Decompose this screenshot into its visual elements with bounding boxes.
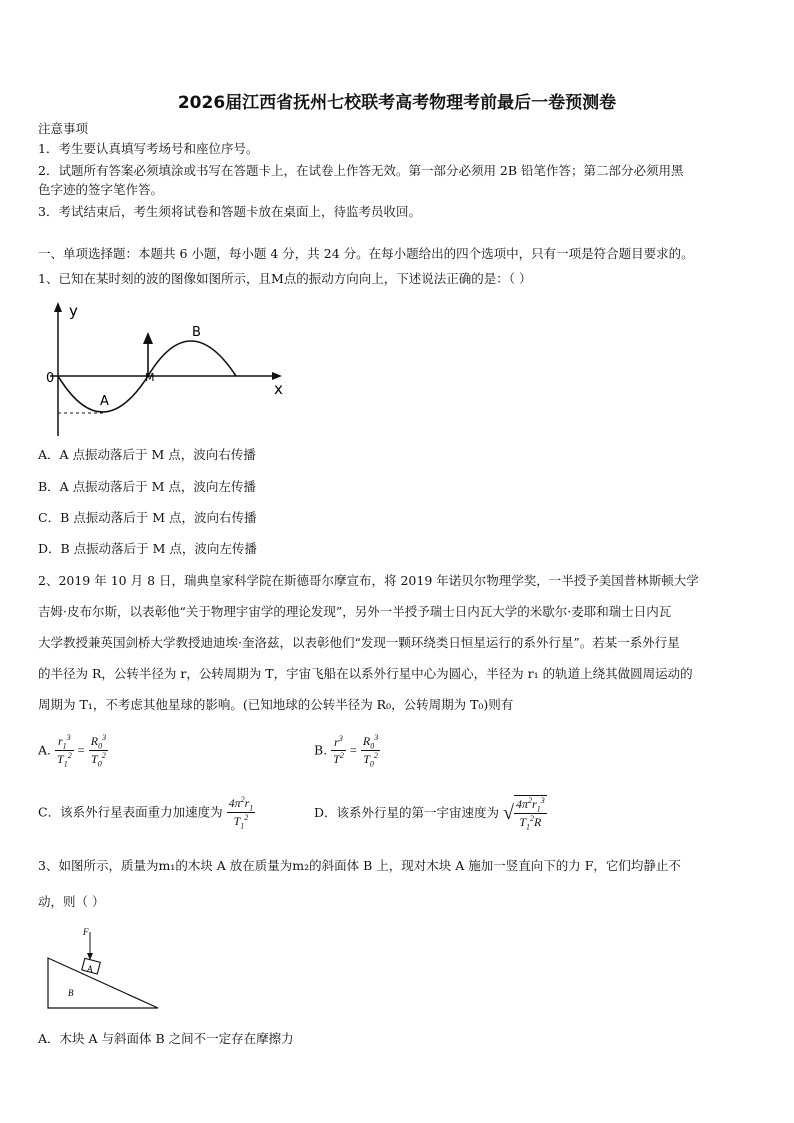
q2-option-d: D．该系外行星的第一宇宙速度为 √ $\frac{4\pi^2r_1^3}{T_1^2R}$ (314, 796, 545, 832)
formula-d: $\frac{4\pi^2r_1^3}{T_1^2R}$ (516, 796, 545, 832)
q1-option-a: A．A 点振动落后于 M 点，波向右传播 (38, 447, 256, 462)
q3-option-a: A．木块 A 与斜面体 B 之间不一定存在摩擦力 (38, 1031, 294, 1046)
notice-item: 1．考生要认真填写考场号和座位序号。 (38, 141, 259, 156)
q2-option-c (38, 795, 255, 831)
q3-line: 3、如图所示，质量为m₁的木块 A 放在质量为m₂的斜面体 B 上，现对木块 A 施加一竖直向下的力 F，它们均静止不 (38, 858, 681, 873)
x-axis-label: x (274, 380, 283, 398)
block-a-label: A (87, 964, 93, 974)
q1-option-c: C．B 点振动落后于 M 点，波向右传播 (38, 510, 257, 525)
force-f-label: F (83, 927, 89, 937)
q2-line: 周期为 T₁，不考虑其他星球的影响。(已知地球的公转半径为 R₀，公转周期为 T₀)则有 (38, 697, 514, 712)
point-m-label: M (145, 371, 155, 384)
q3-line: 动，则（ ） (38, 894, 105, 909)
y-axis-arrow (54, 302, 62, 312)
x-axis-arrow (272, 372, 282, 380)
q1-option-d: D．B 点振动落后于 M 点，波向左传播 (38, 541, 257, 556)
q2-line: 大学教授兼英国剑桥大学教授迪迪埃·奎洛兹，以表彰他们“发现一颗环绕类日恒星运行的系外行星”。若某一系外行星 (38, 635, 680, 650)
page-title: 2026届江西省抚州七校联考高考物理考前最后一卷预测卷 (177, 93, 617, 113)
q2-option-b-label: B. (314, 742, 328, 758)
q2-line: 2、2019 年 10 月 8 日，瑞典皇家科学院在斯德哥尔摩宣布，将 2019 年诺贝尔物理学奖，一半授予美国普林斯顿大学 (38, 573, 699, 588)
q2-option-a: A. $\frac{r_1^3}{T_1^2}$ = $\frac{R_0^3}{T_0^2}$ (38, 733, 107, 769)
formula-b-right: $\frac{R_0^3}{T_0^2}$ (362, 733, 379, 769)
point-b-label: B (192, 325, 201, 340)
q2-option-b: B. $\frac{r^3}{T^2}$ = $\frac{R_0^3}{T_0^2}$ (314, 733, 379, 769)
incline-b (48, 958, 158, 1008)
q1-stem: 1、已知在某时刻的波的图像如图所示，且M点的振动方向向上，下述说法正确的是：（ ） (38, 271, 532, 286)
q2-option-d-label: D．该系外行星的第一宇宙速度为 (314, 804, 500, 820)
y-axis-label: y (69, 302, 78, 320)
incline-b-label: B (68, 988, 74, 998)
wave-figure (44, 298, 294, 443)
incline-figure (44, 924, 164, 1012)
section-heading: 一、单项选择题：本题共 6 小题，每小题 4 分，共 24 分。在每小题给出的四个选项中，只有一项是符合题目要求的。 (38, 246, 694, 261)
notice-item: 色字迹的签字笔作答。 (38, 182, 164, 197)
notice-heading: 注意事项 (38, 121, 89, 136)
q1-option-b: B．A 点振动落后于 M 点，波向左传播 (38, 479, 256, 494)
notice-item: 2．试题所有答案必须填涂或书写在答题卡上，在试卷上作答无效。第一部分必须用 2B 铅笔作答；第二部分必须用黑 (38, 163, 684, 178)
q2-line: 的半径为 R，公转半径为 r，公转周期为 T，宇宙飞船在以系外行星中心为圆心，半径为 r₁ 的轨道上绕其做圆周运动的 (38, 666, 693, 681)
m-arrowhead (143, 332, 153, 344)
q2-option-c-label: C．该系外行星表面重力加速度为 (38, 804, 223, 820)
notice-item: 3．考试结束后，考生须将试卷和答题卡放在桌面上，待监考员收回。 (38, 204, 421, 219)
formula-a-right: $\frac{R_0^3}{T_0^2}$ (90, 733, 107, 769)
formula-a-left: $\frac{r_1^3}{T_1^2}$ (57, 733, 72, 769)
formula-b-left: $\frac{r^3}{T^2}$ (333, 734, 344, 767)
point-a-label: A (100, 394, 109, 409)
formula-c: $\frac{4\pi^2r_1}{T_1^2}$ (228, 795, 254, 831)
q2-line: 吉姆·皮布尔斯，以表彰他“关于物理宇宙学的理论发现”，另外一半授予瑞士日内瓦大学的米歇尔·麦耶和瑞士日内瓦 (38, 604, 672, 619)
q2-option-a-label: A. (38, 742, 52, 758)
origin-label: 0 (46, 371, 55, 386)
